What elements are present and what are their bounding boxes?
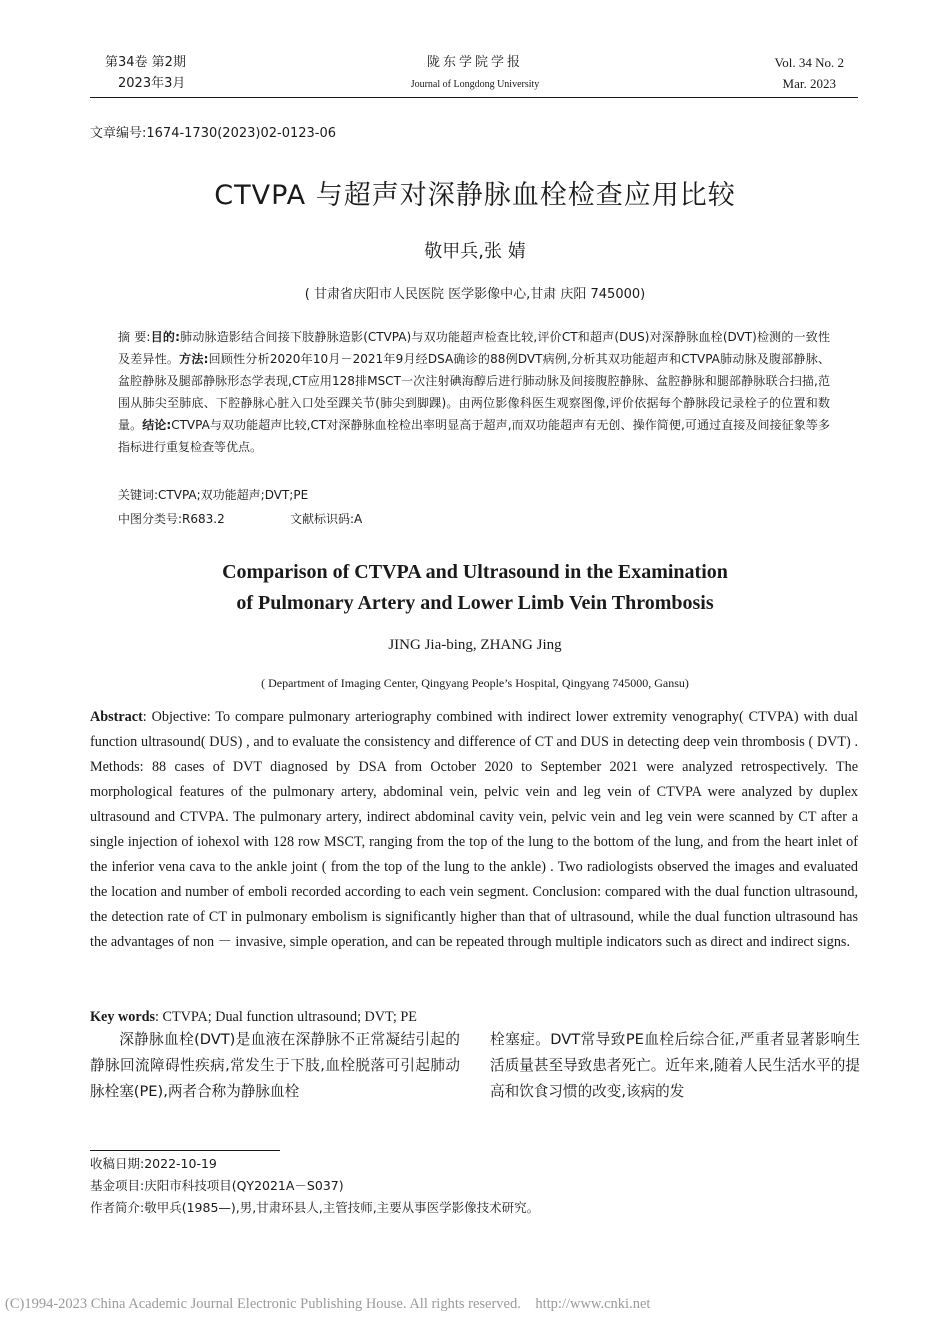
document-code: 文献标识码:A <box>290 512 363 526</box>
keywords-en-text: : CTVPA; Dual function ultrasound; DVT; PE <box>155 1009 417 1025</box>
received-date: 收稿日期:2022-10-19 <box>90 1156 217 1171</box>
clc-number: 中图分类号:R683.2 <box>118 512 225 526</box>
objective-label: 目的: <box>150 330 180 344</box>
header-volume-en: Vol. 34 No. 2 <box>774 55 844 70</box>
header-date-cn: 2023年3月 <box>118 76 186 91</box>
article-number: 文章编号:1674-1730(2023)02-0123-06 <box>90 126 337 141</box>
header-journal-en: Journal of Longdong University <box>410 79 540 90</box>
header-journal-cn: 陇东学院学报 <box>426 55 523 70</box>
abstract-en <box>90 705 858 955</box>
methods-label: 方法: <box>179 352 209 366</box>
abstract-cn <box>118 326 830 458</box>
copyright-notice: (C)1994-2023 China Academic Journal Electronic Publishing House. All rights reserved. http://www.cnki.net <box>5 1296 651 1312</box>
authors-cn: 敬甲兵,张 婧 <box>424 241 526 262</box>
header-date-en: Mar. 2023 <box>782 76 836 91</box>
title-en-line1: Comparison of CTVPA and Ultrasound in the Examination <box>222 561 728 583</box>
title-en-line2: of Pulmonary Artery and Lower Limb Vein Thrombosis <box>236 592 714 614</box>
objective-text: 肺动脉造影结合间接下肢静脉造影(CTVPA)与双功能超声检查比较,评价CT和超声(DUS)对深静脉血栓(DVT)检测的一致性及差异性。 <box>118 330 830 366</box>
conclusion-text: CTVPA与双功能超声比较,CT对深静脉血栓检出率明显高于超声,而双功能超声有无创、操作简便,可通过直接及间接征象等多指标进行重复检查等优点。 <box>118 418 830 454</box>
abstract-en-text: : Objective: To compare pulmonary arteriography combined with indirect lower extremity venography( CTVPA) with dual function ultrasound( DUS) , and to evaluate the consistency and difference of CT and DUS in detecting deep vein thrombosis ( DVT) . Methods: 88 cases of DVT diagnosed by DSA from October 2020 to September 2021 were analyzed retrospectively. The morphological features of the pulmonary artery, abdominal vein, pelvic vein and leg vein of CTVPA were analyzed by duplex ultrasound and CTVPA. The pulmonary artery, indirect abdominal cavity vein, pelvic vein and leg vein were scanned by CT after a single injection of iohexol with 128 row MSCT, ranging from the top of the lung to the bottom of the lung, and from the heart inlet of the inferior vena cava to the ankle joint ( from the top of the lung to the ankle) . Two radiologists observed the images and evaluated the location and number of emboli recorded according to each vein segment. Conclusion: compared with the dual function ultrasound, the detection rate of CT in pulmonary embolism is significantly higher than that of ultrasound, while the dual function ultrasound has the advantages of non － invasive, simple operation, and can be repeated through multiple indicators such as direct and indirect signs. <box>90 709 858 950</box>
abstract-cn-label: 摘 要: <box>118 330 151 344</box>
header-rule <box>90 97 858 98</box>
body-left-column: 深静脉血栓(DVT)是血液在深静脉不正常凝结引起的静脉回流障碍性疾病,常发生于下肢,血栓脱落可引起肺动脉栓塞(PE),两者合称为静脉血栓 <box>90 1031 460 1100</box>
affiliation-en: ( Department of Imaging Center, Qingyang People’s Hospital, Qingyang 745000, Gansu) <box>261 676 689 690</box>
authors-en: JING Jia-bing, ZHANG Jing <box>388 637 562 653</box>
abstract-en-label: Abstract <box>90 709 143 725</box>
header-volume-cn: 第34卷 第2期 <box>105 55 186 70</box>
keywords-en-label: Key words <box>90 1009 156 1025</box>
affiliation-cn: ( 甘肃省庆阳市人民医院 医学影像中心,甘肃 庆阳 745000) <box>304 287 646 302</box>
footnote-rule <box>90 1150 280 1151</box>
methods-text: 回顾性分析2020年10月－2021年9月经DSA确诊的88例DVT病例,分析其双功能超声和CTVPA肺动脉及腹部静脉、盆腔静脉及腿部静脉形态学表现,CT应用128排MSCT一次注射碘海醇后进行肺动脉及间接腹腔静脉、盆腔静脉和腿部静脉联合扫描,范围从肺尖至肺底、下腔静脉心脏入口处至踝关节(肺尖到脚踝)。由两位影像科医生观察图像,评价依据每个静脉段记录栓子的位置和数量。 <box>118 352 830 432</box>
author-bio: 作者简介:敬甲兵(1985—),男,甘肃环县人,主管技师,主要从事医学影像技术研究。 <box>90 1200 540 1215</box>
title-cn: CTVPA 与超声对深静脉血栓检查应用比较 <box>214 180 736 211</box>
conclusion-label: 结论: <box>142 418 172 432</box>
keywords-cn: 关键词:CTVPA;双功能超声;DVT;PE <box>118 488 309 502</box>
fund-project: 基金项目:庆阳市科技项目(QY2021A－S037) <box>90 1178 344 1193</box>
body-right-column: 栓塞症。DVT常导致PE血栓后综合征,严重者显著影响生活质量甚至导致患者死亡。近年来,随着人民生活水平的提高和饮食习惯的改变,该病的发 <box>490 1031 860 1100</box>
